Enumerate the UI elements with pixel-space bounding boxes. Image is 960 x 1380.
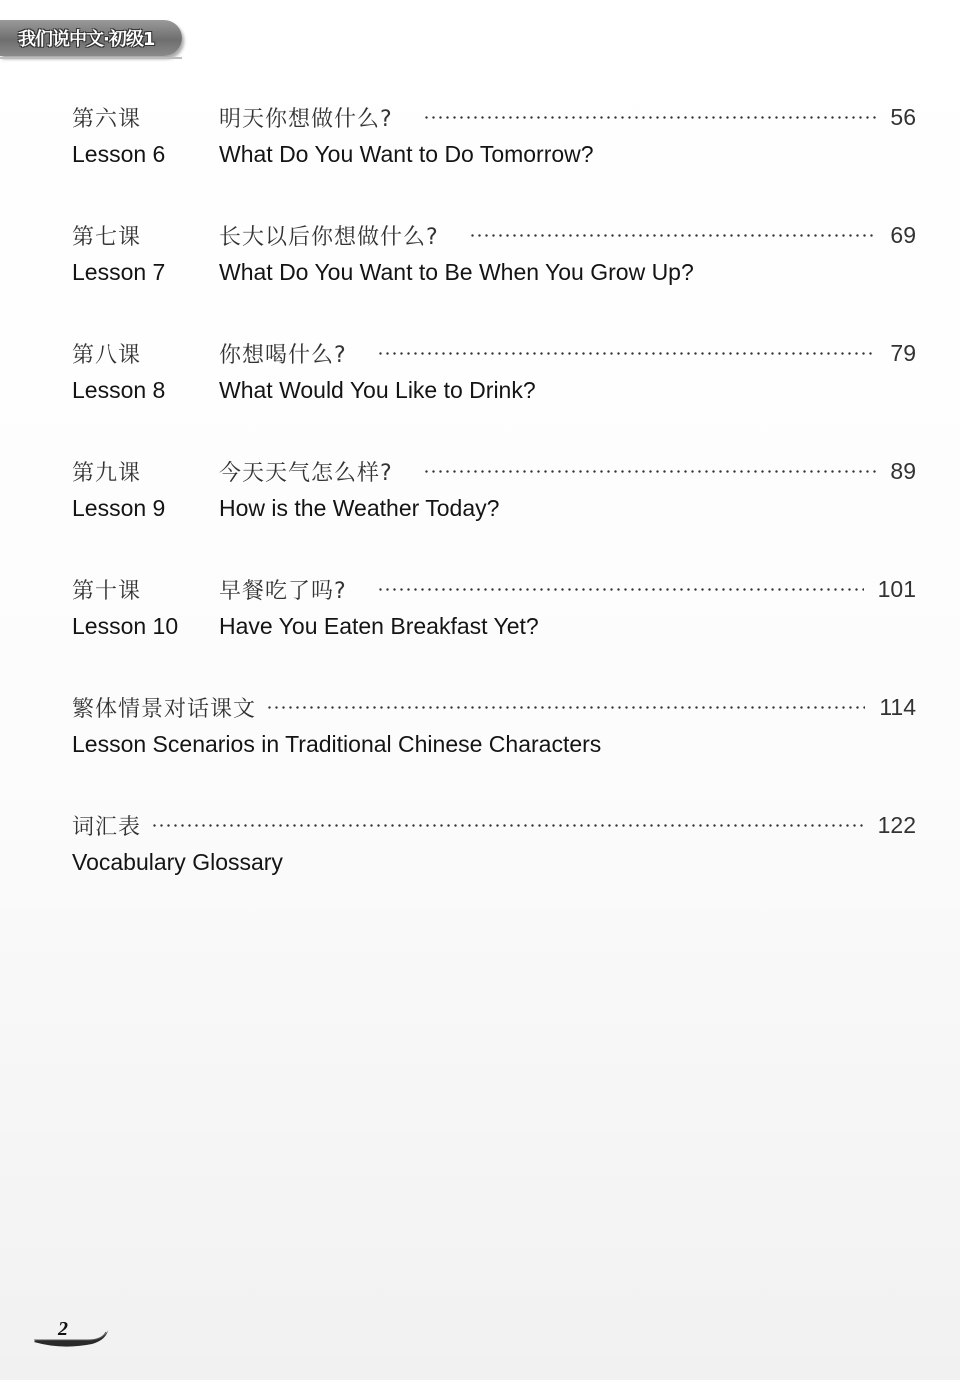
lesson-number-english: Lesson 8 xyxy=(72,376,166,403)
toc-entry-english-line xyxy=(72,256,916,288)
lesson-title-english: How is the Weather Today? xyxy=(219,494,500,521)
page-number-footer: 2 xyxy=(58,1318,68,1340)
lesson-number-english: Lesson 6 xyxy=(72,140,166,167)
toc-entry-chinese-line xyxy=(72,100,916,134)
book-title: 我们说中文·初级1 xyxy=(18,29,155,50)
toc-entry-lesson-9[interactable] xyxy=(72,454,916,534)
lesson-number-english: Lesson 9 xyxy=(72,494,166,521)
book-title-badge xyxy=(0,20,182,56)
toc-entry-lesson-7[interactable] xyxy=(72,218,916,298)
appendix-title-english: Vocabulary Glossary xyxy=(72,848,283,875)
toc-entry-vocabulary-glossary[interactable] xyxy=(72,808,916,888)
page-tab-shape xyxy=(32,1314,110,1352)
lesson-title-chinese: 长大以后你想做什么? xyxy=(219,224,439,250)
page-number: 114 xyxy=(879,693,916,720)
lesson-title-chinese: 今天天气怎么样? xyxy=(219,460,393,486)
lesson-number-english: Lesson 7 xyxy=(72,258,166,285)
toc-entry-chinese-line xyxy=(72,336,916,370)
lesson-number-english: Lesson 10 xyxy=(72,612,179,639)
page-number: 101 xyxy=(877,575,916,602)
lesson-title-english: What Would You Like to Drink? xyxy=(219,376,536,403)
appendix-title-chinese: 繁体情景对话课文 xyxy=(72,696,257,722)
lesson-title-chinese: 你想喝什么? xyxy=(219,342,347,368)
toc-entry-english-line xyxy=(72,138,916,170)
lesson-number-chinese: 第十课 xyxy=(72,578,142,604)
lesson-title-chinese: 明天你想做什么? xyxy=(219,106,393,132)
toc-entry-chinese-line xyxy=(72,808,916,842)
toc-entry-lesson-8[interactable] xyxy=(72,336,916,416)
lesson-title-english: What Do You Want to Do Tomorrow? xyxy=(219,140,594,167)
lesson-title-chinese: 早餐吃了吗? xyxy=(219,578,347,604)
lesson-number-chinese: 第七课 xyxy=(72,224,142,250)
lesson-number-chinese: 第六课 xyxy=(72,106,142,132)
page-number: 56 xyxy=(890,103,916,130)
toc-entry-chinese-line xyxy=(72,218,916,252)
dot-leader xyxy=(266,706,865,709)
lesson-title-english: What Do You Want to Be When You Grow Up? xyxy=(219,258,694,285)
lesson-title-english: Have You Eaten Breakfast Yet? xyxy=(219,612,539,639)
dot-leader xyxy=(423,470,877,473)
appendix-title-english: Lesson Scenarios in Traditional Chinese Characters xyxy=(72,730,602,757)
page-number: 89 xyxy=(890,457,916,484)
appendix-title-chinese: 词汇表 xyxy=(72,814,142,840)
toc-entry-chinese-line xyxy=(72,690,916,724)
toc-entry-english-line xyxy=(72,610,916,642)
page-number: 69 xyxy=(890,221,916,248)
toc-entry-chinese-line xyxy=(72,572,916,606)
toc-entry-english-line xyxy=(72,728,916,760)
toc-entry-english-line xyxy=(72,846,916,878)
lesson-number-chinese: 第九课 xyxy=(72,460,142,486)
page-number: 79 xyxy=(890,339,916,366)
toc-entry-traditional-scenarios[interactable] xyxy=(72,690,916,770)
toc-entry-lesson-6[interactable] xyxy=(72,100,916,180)
page-number: 122 xyxy=(877,811,916,838)
dot-leader xyxy=(423,116,877,119)
toc-entry-lesson-10[interactable] xyxy=(72,572,916,652)
header-rule xyxy=(0,57,182,59)
toc-entry-english-line xyxy=(72,374,916,406)
toc-entry-chinese-line xyxy=(72,454,916,488)
dot-leader xyxy=(377,352,877,355)
dot-leader xyxy=(469,234,877,237)
dot-leader xyxy=(377,588,864,591)
lesson-number-chinese: 第八课 xyxy=(72,342,142,368)
page-number-tab xyxy=(32,1314,110,1352)
toc-entry-english-line xyxy=(72,492,916,524)
dot-leader xyxy=(151,824,864,827)
